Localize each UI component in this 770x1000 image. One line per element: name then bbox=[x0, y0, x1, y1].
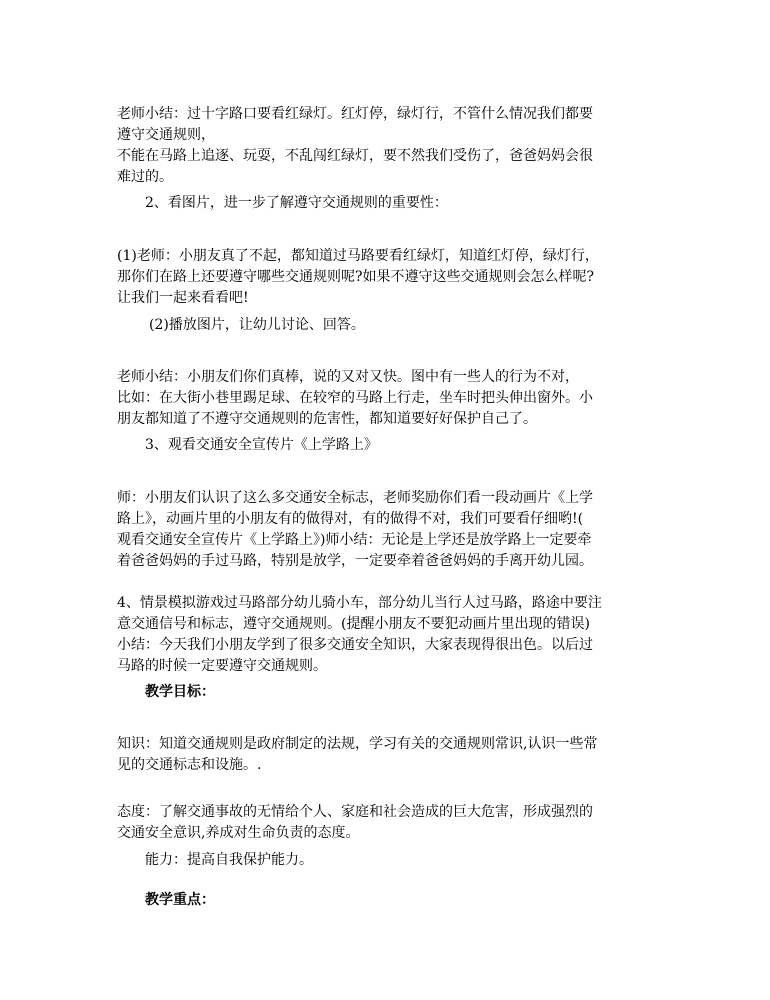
text-line: 3、观看交通安全宣传片《上学路上》 bbox=[145, 437, 378, 453]
knowledge-paragraph bbox=[117, 734, 597, 776]
text-line: 老师小结：过十字路口要看红绿灯。红灯停，绿灯行，不管什么情况我们都要 bbox=[117, 106, 593, 122]
summary-paragraph-2 bbox=[117, 367, 593, 430]
text-line: 老师小结：小朋友们你们真棒，说的又对又快。图中有一些人的行为不对， bbox=[117, 369, 579, 385]
text-line: 知识：知道交通规则是政府制定的法规，学习有关的交通规则常识,认识一些常 bbox=[117, 736, 598, 752]
video-paragraph bbox=[117, 488, 593, 572]
text-line: 难过的。 bbox=[117, 169, 173, 185]
text-line: 观看交通安全宣传片《上学路上》)师小结：无论是上学还是放学路上一定要牵 bbox=[117, 532, 592, 548]
step-4-paragraph bbox=[117, 593, 602, 677]
teaching-goals-heading bbox=[117, 682, 215, 703]
step-2-heading bbox=[117, 193, 448, 214]
text-line: 见的交通标志和设施。. bbox=[117, 757, 262, 773]
text-line: 2、看图片，进一步了解遵守交通规则的重要性： bbox=[145, 195, 448, 211]
text-line: 着爸爸妈妈的手过马路，特别是放学，一定要牵着爸爸妈妈的手离开幼儿园。 bbox=[117, 553, 593, 569]
teacher-question-paragraph bbox=[117, 246, 599, 309]
text-line: (1)老师：小朋友真了不起，都知道过马路要看红绿灯，知道红灯停，绿灯行， bbox=[117, 248, 599, 264]
text-line: 教学目标： bbox=[145, 684, 215, 700]
text-line: 小结：今天我们小朋友学到了很多交通安全知识，大家表现得很出色。以后过 bbox=[117, 637, 593, 653]
text-line: (2)播放图片，让幼儿讨论、回答。 bbox=[149, 317, 365, 333]
text-line: 交通安全意识,养成对生命负责的态度。 bbox=[117, 825, 360, 841]
text-line: 态度：了解交通事故的无情给个人、家庭和社会造成的巨大危害，形成强烈的 bbox=[117, 804, 593, 820]
text-line: 教学重点： bbox=[145, 892, 215, 908]
text-line: 比如：在大街小巷里踢足球、在较窄的马路上行走，坐车时把头伸出窗外。小 bbox=[117, 390, 593, 406]
text-line: 师：小朋友们认识了这么多交通安全标志，老师奖励你们看一段动画片《上学 bbox=[117, 490, 593, 506]
attitude-paragraph bbox=[117, 802, 593, 844]
text-line: 马路的时候一定要遵守交通规则。 bbox=[117, 658, 327, 674]
text-line: 让我们一起来看看吧! bbox=[117, 290, 249, 306]
step-3-heading bbox=[117, 435, 378, 456]
text-line: 那你们在路上还要遵守哪些交通规则呢?如果不遵守这些交通规则会怎么样呢? bbox=[117, 269, 595, 285]
text-line: 4、情景模拟游戏过马路部分幼儿骑小车，部分幼儿当行人过马路，路途中要注 bbox=[117, 595, 602, 611]
text-line: 朋友都知道了不遵守交通规则的危害性，都知道要好好保护自己了。 bbox=[117, 411, 537, 427]
text-line: 不能在马路上追逐、玩耍，不乱闯红绿灯，要不然我们受伤了，爸爸妈妈会很 bbox=[117, 148, 593, 164]
text-line: 能力：提高自我保护能力。 bbox=[145, 852, 313, 868]
summary-paragraph-1 bbox=[117, 104, 593, 188]
ability-paragraph bbox=[117, 850, 313, 871]
text-line: 意交通信号和标志，遵守交通规则。(提醒小朋友不要犯动画片里出现的错误) bbox=[117, 616, 590, 632]
text-line: 路上》，动画片里的小朋友有的做得对，有的做得不对，我们可要看仔细哟!( bbox=[117, 511, 584, 527]
play-pictures-step bbox=[117, 315, 365, 336]
text-line: 遵守交通规则， bbox=[117, 127, 215, 143]
teaching-focus-heading bbox=[117, 890, 215, 911]
